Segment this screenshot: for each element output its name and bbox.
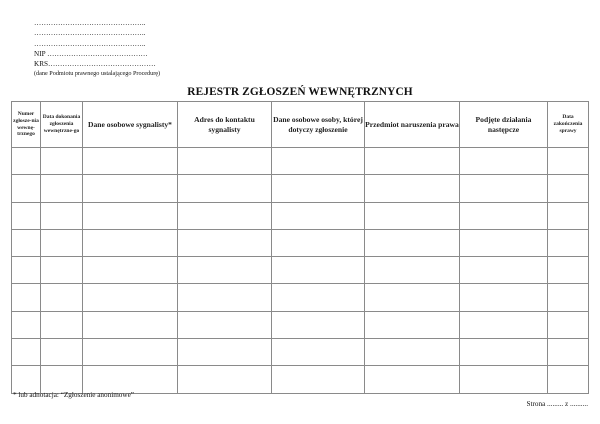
table-row: [12, 202, 589, 229]
page-title: REJESTR ZGŁOSZEŃ WEWNĘTRZNYCH: [187, 86, 413, 98]
table-cell[interactable]: [460, 229, 548, 256]
table-cell[interactable]: [365, 175, 460, 202]
table-cell[interactable]: [365, 257, 460, 284]
col-header-violation-subject: Przedmiot naruszenia prawa: [365, 102, 460, 148]
krs-line: KRS………………………………………: [34, 60, 156, 69]
table-cell[interactable]: [548, 257, 589, 284]
table-cell[interactable]: [12, 257, 41, 284]
table-cell[interactable]: [41, 339, 83, 366]
header-row: [12, 102, 589, 148]
entity-line-1: ………………………………………..: [34, 19, 146, 27]
table-cell[interactable]: [12, 339, 41, 366]
col-header-contact-address: Adres do kontaktu sygnalisty: [178, 102, 272, 148]
table-cell[interactable]: [548, 175, 589, 202]
col-header-closing-date: Data zakończenia sprawy: [548, 102, 589, 148]
table-cell[interactable]: [460, 202, 548, 229]
table-cell[interactable]: [272, 229, 365, 256]
entity-note: (dane Podmiotu prawnego ustalającego Procedurę): [34, 70, 161, 78]
table-cell[interactable]: [41, 175, 83, 202]
table-cell[interactable]: [272, 339, 365, 366]
col-header-follow-up: Podjęte działania następcze: [460, 102, 548, 148]
table-cell[interactable]: [460, 284, 548, 311]
table-cell[interactable]: [548, 339, 589, 366]
table-row: [12, 148, 589, 175]
nip-line: NIP ……………………………………: [34, 49, 148, 58]
table-row: [12, 284, 589, 311]
table-cell[interactable]: [178, 366, 272, 393]
table-cell[interactable]: [178, 202, 272, 229]
table-cell[interactable]: [41, 229, 83, 256]
table-row: [12, 339, 589, 366]
table-cell[interactable]: [460, 311, 548, 338]
table-cell[interactable]: [12, 284, 41, 311]
table-cell[interactable]: [12, 311, 41, 338]
table-cell[interactable]: [12, 366, 41, 393]
register-body: [12, 148, 589, 394]
table-cell[interactable]: [178, 229, 272, 256]
page-number-label: Strona ......... z ..........: [526, 400, 588, 408]
table-row: [12, 229, 589, 256]
table-cell[interactable]: [272, 311, 365, 338]
table-cell[interactable]: [548, 148, 589, 175]
table-cell[interactable]: [365, 148, 460, 175]
entity-line-2: ………………………………………..: [34, 29, 146, 38]
table-row: [12, 257, 589, 284]
table-cell[interactable]: [178, 311, 272, 338]
table-cell[interactable]: [83, 148, 178, 175]
register-table: [11, 101, 589, 394]
table-cell[interactable]: [178, 257, 272, 284]
table-cell[interactable]: [12, 202, 41, 229]
table-cell[interactable]: [83, 257, 178, 284]
table-row: [12, 311, 589, 338]
table-cell[interactable]: [460, 148, 548, 175]
table-cell[interactable]: [83, 175, 178, 202]
table-cell[interactable]: [365, 202, 460, 229]
table-cell[interactable]: [548, 284, 589, 311]
table-cell[interactable]: [178, 339, 272, 366]
table-cell[interactable]: [272, 175, 365, 202]
table-cell[interactable]: [460, 339, 548, 366]
table-cell[interactable]: [178, 148, 272, 175]
col-header-concerned-person: Dane osobowe osoby, której dotyczy zgłoszenie: [272, 102, 365, 148]
table-cell[interactable]: [548, 229, 589, 256]
table-cell[interactable]: [41, 257, 83, 284]
table-cell[interactable]: [41, 284, 83, 311]
table-cell[interactable]: [178, 284, 272, 311]
table-cell[interactable]: [272, 284, 365, 311]
table-cell[interactable]: [12, 229, 41, 256]
table-cell[interactable]: [365, 229, 460, 256]
entity-details-block: [34, 18, 160, 78]
table-row: [12, 175, 589, 202]
table-cell[interactable]: [12, 175, 41, 202]
table-cell[interactable]: [548, 202, 589, 229]
entity-line-3: ………………………………………..: [34, 39, 146, 48]
col-header-report-date: Data dokonania zgłoszenia wewnętrzne-go: [41, 102, 83, 148]
table-cell[interactable]: [41, 148, 83, 175]
table-cell[interactable]: [83, 284, 178, 311]
table-cell[interactable]: [365, 311, 460, 338]
table-cell[interactable]: [41, 202, 83, 229]
table-cell[interactable]: [365, 284, 460, 311]
table-cell[interactable]: [83, 366, 178, 393]
table-cell[interactable]: [548, 311, 589, 338]
table-cell[interactable]: [460, 366, 548, 393]
table-cell[interactable]: [41, 366, 83, 393]
table-cell[interactable]: [41, 311, 83, 338]
table-cell[interactable]: [83, 311, 178, 338]
table-cell[interactable]: [272, 148, 365, 175]
col-header-whistleblower-data: Dane osobowe sygnalisty*: [83, 102, 178, 148]
table-cell[interactable]: [460, 257, 548, 284]
table-cell[interactable]: [272, 202, 365, 229]
table-cell[interactable]: [272, 366, 365, 393]
table-cell[interactable]: [83, 202, 178, 229]
table-cell[interactable]: [548, 366, 589, 393]
table-cell[interactable]: [365, 366, 460, 393]
table-cell[interactable]: [83, 339, 178, 366]
col-header-number: Numer zgłosze-nia wewnę-trznego: [12, 102, 41, 148]
table-cell[interactable]: [83, 229, 178, 256]
table-cell[interactable]: [365, 339, 460, 366]
table-cell[interactable]: [460, 175, 548, 202]
table-cell[interactable]: [178, 175, 272, 202]
footnote: * lub adnotacja: “Zgłoszenie anonimowe”: [13, 391, 134, 399]
table-row: [12, 366, 589, 393]
table-cell[interactable]: [12, 148, 41, 175]
table-cell[interactable]: [272, 257, 365, 284]
